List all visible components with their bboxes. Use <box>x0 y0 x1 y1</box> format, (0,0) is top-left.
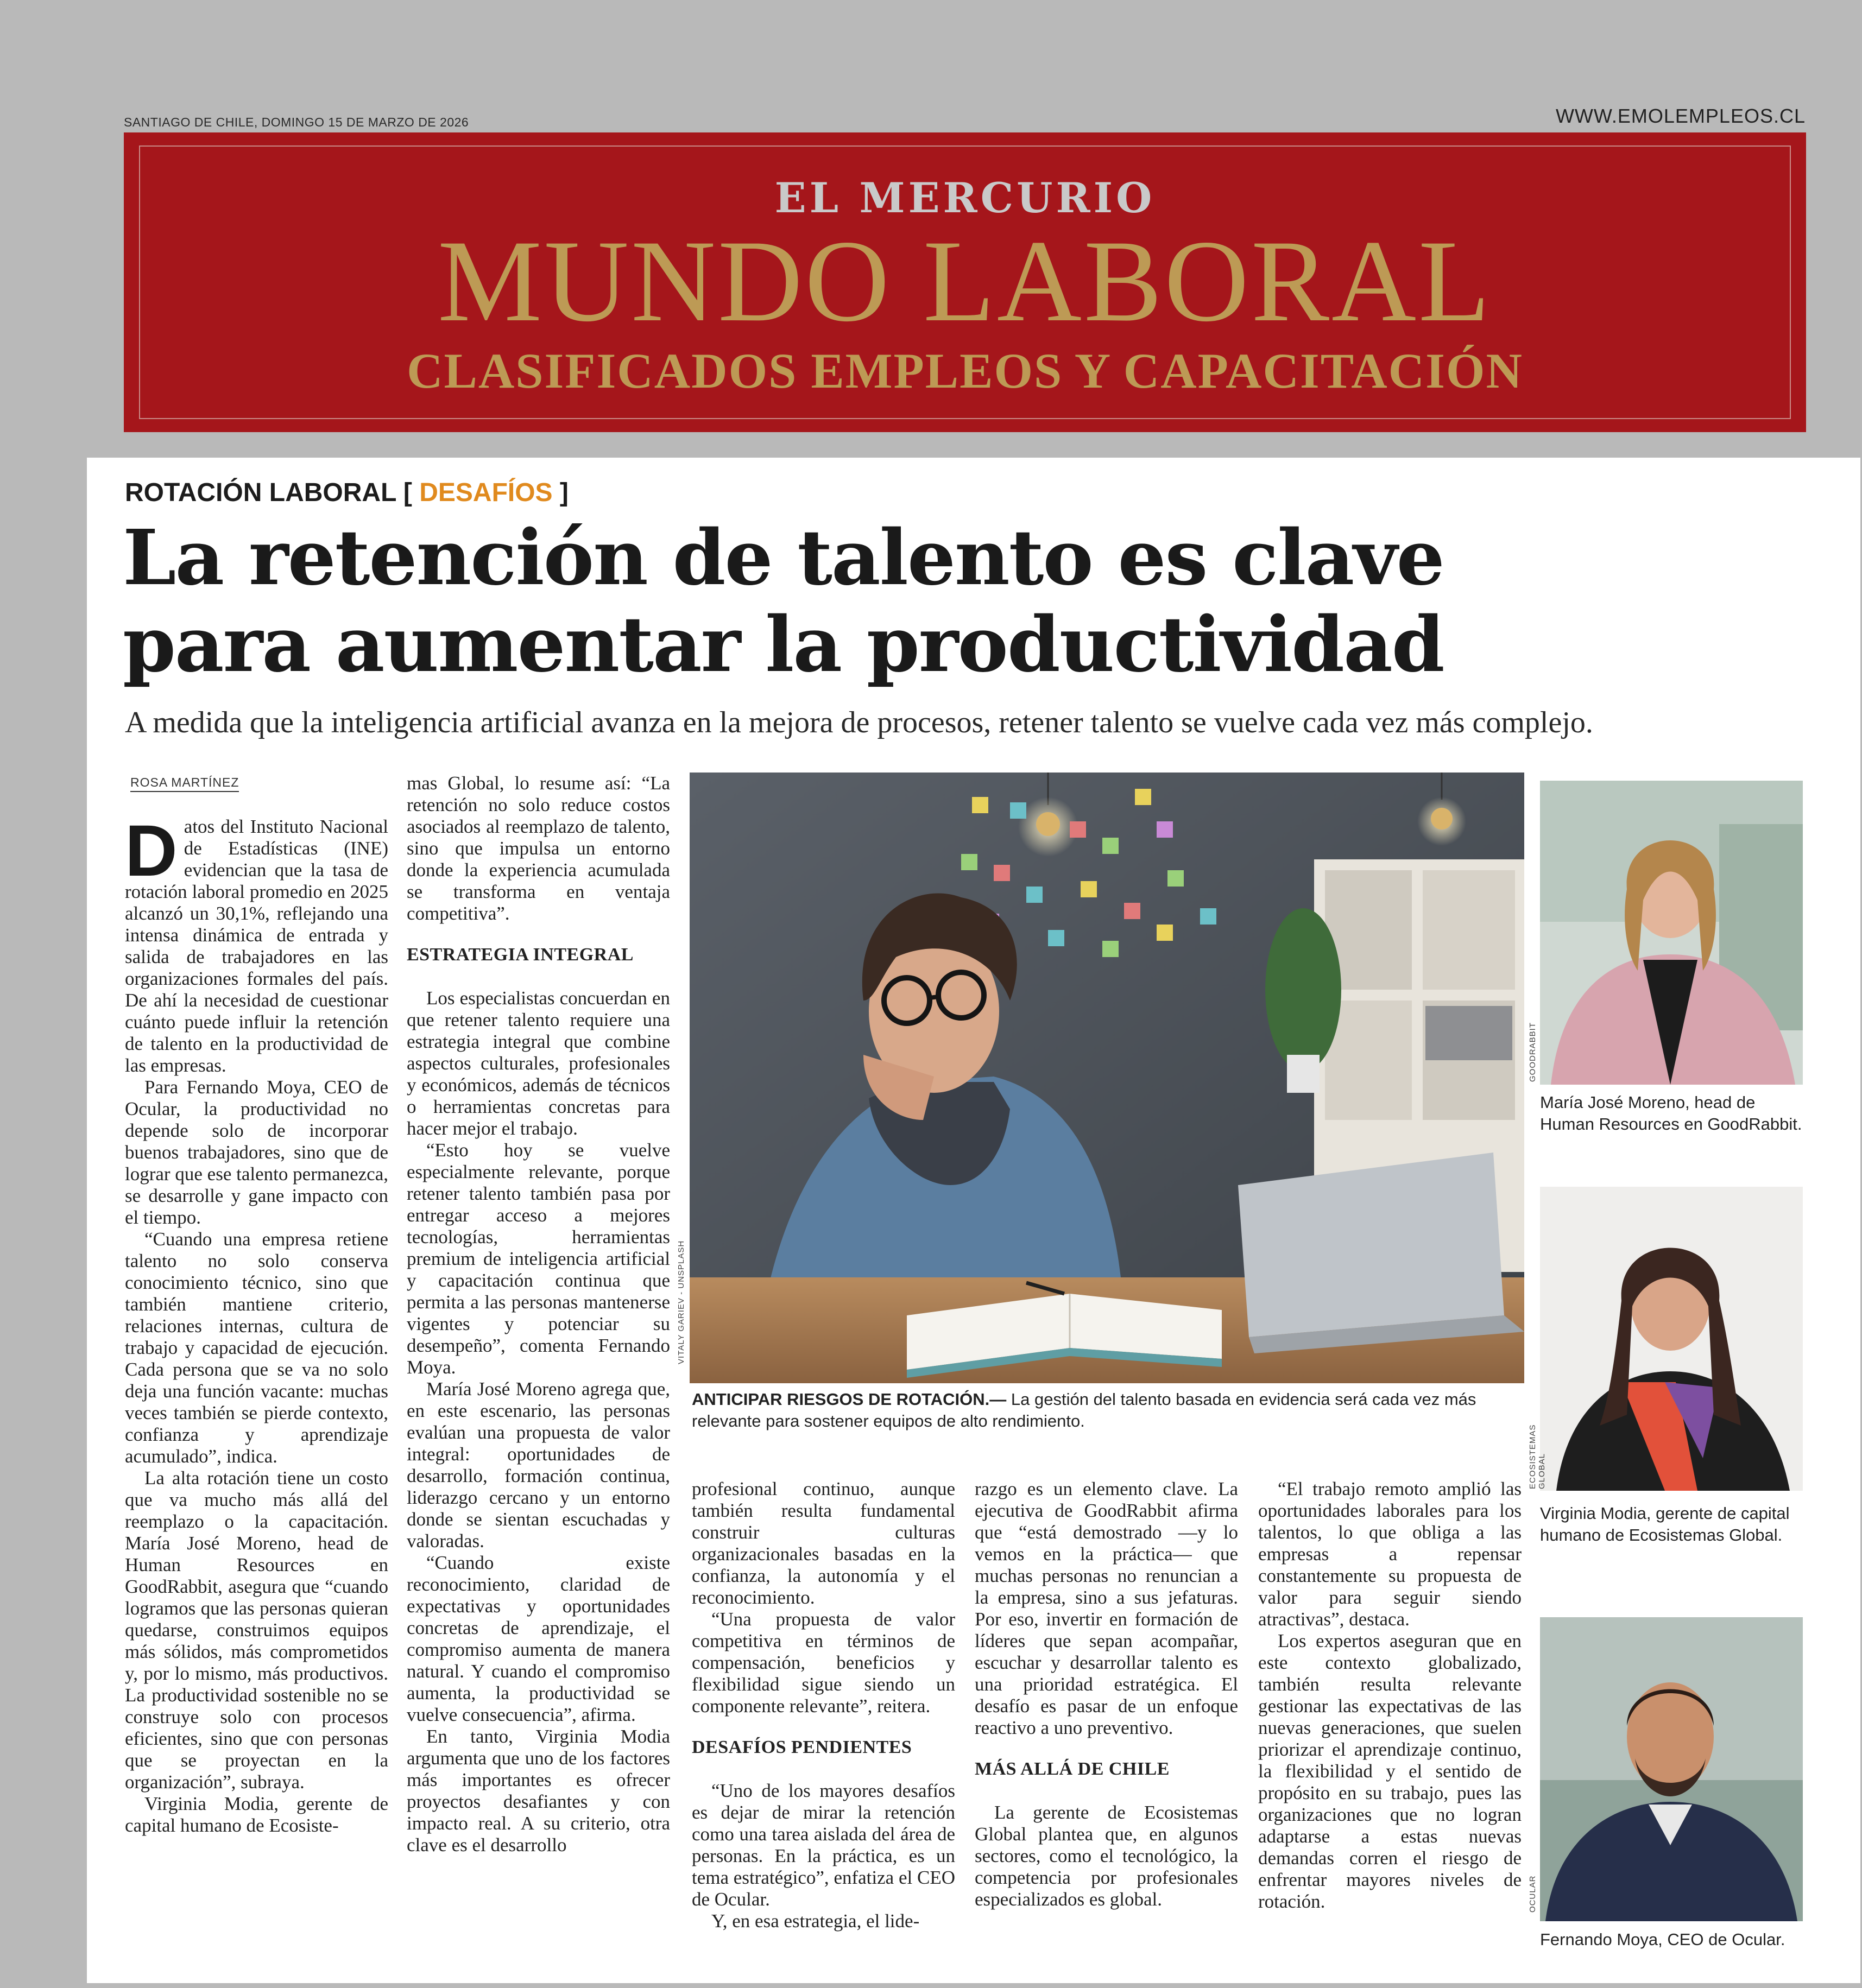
dateline: SANTIAGO DE CHILE, DOMINGO 15 DE MARZO DE 2026 <box>124 115 469 129</box>
paragraph: Los expertos aseguran que en este contexto globalizado, también resulta relevante gestionar las expectativas de las nuevas generaciones, que suelen priorizar el aprendizaje continuo, la flexibilidad y el sentido de propósito en su trabajo, pues las organizaciones que no logran adaptarse a estas nuevas demandas corren el riesgo de enfrentar mayores niveles de rotación. <box>1258 1630 1522 1912</box>
byline: ROSA MARTÍNEZ <box>130 775 239 792</box>
paragraph: mas Global, lo resume así: “La retención no solo reduce costos asociados al reemplazo de talento, sino que impulsa un entorno donde la experiencia acumulada se transforma en ventaja competitiva”. <box>407 773 670 924</box>
woman-laptop-photo <box>690 773 1524 1383</box>
main-photo-caption <box>692 1389 1523 1432</box>
paragraph: “Cuando existe reconocimiento, claridad de expectativas y oportunidades concretas de aprendizaje, el compromiso aumenta de manera natural. Y cuando el compromiso aumenta, la productividad se vuelve consecuencia”, afirma. <box>407 1552 670 1725</box>
article-column-3 <box>692 1478 955 1932</box>
caption-label: ANTICIPAR RIESGOS DE ROTACIÓN.— <box>692 1390 1007 1409</box>
caption-text: La gestión del talento basada en evidencia será cada vez más relevante para sostener equipos de alto rendimiento. <box>692 1390 1476 1430</box>
photo-credit: VITALY GARIEV - UNSPLASH <box>677 1240 686 1364</box>
kicker-bracket-open: [ <box>403 478 412 507</box>
paragraph: profesional continuo, aunque también resulta fundamental construir culturas organizacionales basadas en la confianza, la autonomía y el reconocimiento. <box>692 1478 955 1608</box>
photo-credit: ECOSISTEMAS GLOBAL <box>1528 1424 1547 1489</box>
paragraph: La gerente de Ecosistemas Global plantea que, en algunos sectores, como el tecnológico, la competencia por profesionales especializados es global. <box>975 1802 1238 1910</box>
section-title: MUNDO LABORAL <box>438 216 1492 346</box>
paragraph: Los especialistas concuerdan en que retener talento requiere una estrategia integral que combine aspectos culturales, profesionales y económicos, además de técnicos o herramientas concretas para hacer mejor el trabajo. <box>407 987 670 1139</box>
paragraph: “Uno de los mayores desafíos es dejar de mirar la retención como una tarea aislada del área de personas. En la práctica, es un tema estratégico”, enfatiza el CEO de Ocular. <box>692 1780 955 1910</box>
portrait-fernando-moya <box>1540 1617 1803 1921</box>
kicker <box>125 478 569 508</box>
kicker-main: ROTACIÓN LABORAL <box>125 478 396 507</box>
paragraph: La alta rotación tiene un costo que va mucho más allá del reemplazo o la capacitación. María José Moreno, head de Human Resources en GoodRabbit, asegura que “cuando logramos que las personas quieran quedarse, construimos equipos más sólidos, más comprometidos y, por lo mismo, más productivos. La productividad sostenible no se construye solo con procesos eficientes, sino que con personas que se proyectan en la organización”, subraya. <box>125 1467 388 1793</box>
paragraph: razgo es un elemento clave. La ejecutiva de GoodRabbit afirma que “está demostrado —y lo vemos en la práctica— que muchas personas no renuncian a la empresa, sino a sus jefaturas. Por eso, invertir en formación de líderes que sepan acompañar, escuchar y desarrollar talento es una prioridad estratégica. El desafío es pasar de un enfoque reactivo a uno preventivo. <box>975 1478 1238 1738</box>
paragraph: María José Moreno agrega que, en este escenario, las personas evalúan una propuesta de valor integral: oportunidades de desarrollo, formación continua, liderazgo cercano y un entorno donde se sientan escuchadas y valoradas. <box>407 1378 670 1552</box>
portrait-caption: María José Moreno, head de Human Resources en GoodRabbit. <box>1540 1093 1802 1134</box>
paragraph: En tanto, Virginia Modia argumenta que uno de los factores más importantes es ofrecer proyectos desafiantes y con impacto real. A su criterio, otra clave es el desarrollo <box>407 1726 670 1856</box>
masthead-frame <box>139 145 1791 419</box>
paper-name: EL MERCURIO <box>774 174 1156 222</box>
portrait-photo <box>1540 1617 1803 1921</box>
kicker-tag: DESAFÍOS <box>419 478 553 507</box>
portrait-photo <box>1540 781 1803 1085</box>
headline-line-2: para aumentar la productividad <box>123 600 1444 689</box>
main-photo <box>690 773 1524 1383</box>
portrait-virginia-modia <box>1540 1187 1803 1491</box>
portrait-photo <box>1540 1187 1803 1491</box>
paragraph: “Esto hoy se vuelve especialmente relevante, porque retener talento también pasa por entregar acceso a mejores tecnologías, herramientas premium de inteligencia artificial y capacitación continua que permita a las personas mantenerse vigentes y potenciar su desempeño”, comenta Fernando Moya. <box>407 1139 670 1378</box>
paragraph: Virginia Modia, gerente de capital humano de Ecosiste- <box>125 1793 388 1836</box>
headline-line-1: La retención de talento es clave <box>123 514 1444 603</box>
drop-cap: D <box>125 811 178 891</box>
website-url[interactable]: WWW.EMOLEMPLEOS.CL <box>1555 105 1806 127</box>
kicker-bracket-close: ] <box>559 478 569 507</box>
masthead <box>124 132 1806 432</box>
article-page <box>87 458 1860 1983</box>
paragraph: “El trabajo remoto amplió las oportunidades laborales para los talentos, lo que obliga a las empresas a repensar constantemente su propuesta de valor para seguir siendo atractivas”, destaca. <box>1258 1478 1522 1630</box>
portrait-caption: Fernando Moya, CEO de Ocular. <box>1540 1930 1785 1949</box>
subheading: ESTRATEGIA INTEGRAL <box>407 945 634 965</box>
article-column-1 <box>125 811 388 1837</box>
subheading: DESAFÍOS PENDIENTES <box>692 1737 912 1757</box>
photo-credit: GOODRABBIT <box>1528 1022 1537 1082</box>
deck: A medida que la inteligencia artificial avanza en la mejora de procesos, retener talento se vuelve cada vez más complejo. <box>125 706 1593 739</box>
paragraph: Para Fernando Moya, CEO de Ocular, la productividad no depende solo de incorporar buenos trabajadores, sino que de lograr que ese talento permanezca, se desarrolle y gane impacto con el tiempo. <box>125 1077 388 1228</box>
paragraph: “Cuando una empresa retiene talento no solo conserva conocimiento técnico, sino que también mantiene criterio, relaciones internas, cultura de trabajo y capacidad de ejecución. Cada persona que se va no solo deja una función vacante: muchas veces también se pierde contexto, confianza y aprendizaje acumulado”, indica. <box>125 1229 388 1467</box>
article-column-2 <box>407 773 670 1856</box>
article-column-5 <box>1258 1478 1522 1913</box>
paragraph: Y, en esa estrategia, el lide- <box>711 1910 920 1932</box>
paragraph: “Una propuesta de valor competitiva en términos de compensación, beneficios y flexibilidad sigue siendo un componente relevante”, reitera. <box>692 1609 955 1717</box>
portrait-caption: Virginia Modia, gerente de capital humano de Ecosistemas Global. <box>1540 1504 1790 1544</box>
photo-credit: OCULAR <box>1528 1875 1537 1913</box>
paragraph: Datos del Instituto Nacional de Estadísticas (INE) evidencian que la tasa de rotación laboral promedio en 2025 alcanzó un 30,1%, reflejando una intensa dinámica de entrada y salida de trabajadores en las organizaciones formales del país. De ahí la necesidad de cuestionar cuánto puede influir la retención de talento en la productividad de las empresas. <box>125 811 388 1076</box>
article-column-4 <box>975 1478 1238 1910</box>
headline <box>123 515 1589 688</box>
portrait-maria-jose-moreno <box>1540 781 1803 1085</box>
section-subtitle: CLASIFICADOS EMPLEOS Y CAPACITACIÓN <box>407 343 1523 398</box>
subheading: MÁS ALLÁ DE CHILE <box>975 1759 1170 1779</box>
